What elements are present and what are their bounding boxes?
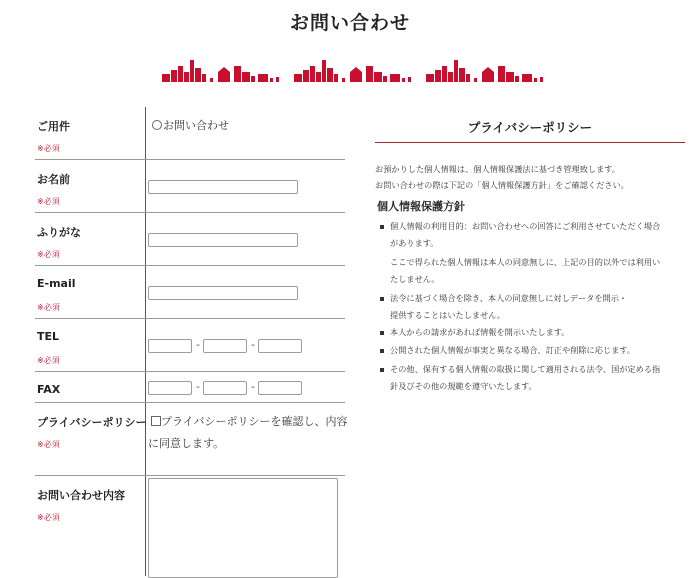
policy-item: 本人からの請求があれば情報を開示いたします。 [390, 327, 570, 337]
fax-separator: - [251, 380, 255, 393]
subject-radio-label[interactable]: お問い合わせ [163, 119, 229, 132]
field-label: ご用件 [37, 120, 70, 133]
privacy-agree-checkbox[interactable] [151, 416, 161, 426]
privacy-agree-label-cont[interactable]: に同意します。 [148, 437, 225, 450]
policy-item: 公開された個人情報が事実と異なる場合、訂正や削除に応じます。 [390, 345, 635, 355]
bullet-icon [380, 297, 384, 301]
privacy-intro: お問い合わせの際は下記の「個人情報保護方針」をご確認ください。 [375, 180, 629, 190]
message-textarea[interactable] [148, 478, 338, 578]
policy-item: 個人情報の利用目的：お問い合わせへの回答にご利用させていただく場合 [390, 221, 661, 231]
tel-input-1[interactable] [148, 339, 192, 353]
required-label: ※必須 [37, 513, 60, 522]
fax-input-1[interactable] [148, 381, 192, 395]
contact-form [35, 107, 348, 576]
email-input[interactable] [148, 286, 298, 300]
form-row-furigana [35, 213, 345, 266]
fax-separator: - [196, 380, 200, 393]
field-label: お問い合わせ内容 [37, 489, 125, 502]
privacy-heading: プライバシーポリシー [467, 120, 593, 135]
fax-input-3[interactable] [258, 381, 302, 395]
field-label: ふりがな [37, 226, 81, 239]
tel-input-3[interactable] [258, 339, 302, 353]
privacy-intro: お預かりした個人情報は、個人情報保護法に基づき管理致します。 [375, 164, 620, 174]
required-label: ※必須 [37, 197, 60, 206]
field-label: お名前 [37, 173, 70, 186]
form-row-fax [35, 372, 345, 403]
policy-item: 提供することはいたしません。 [390, 310, 506, 320]
policy-item: があります。 [390, 238, 439, 248]
required-label: ※必須 [37, 303, 60, 312]
form-row-tel [35, 319, 345, 372]
policy-title: 個人情報保護方針 [377, 200, 465, 213]
form-row-subject [35, 107, 345, 160]
field-label: プライバシーポリシー [37, 416, 147, 429]
policy-item: その他、保有する個人情報の取扱に関して適用される法令、国が定める指 [390, 364, 661, 374]
tel-separator: - [251, 338, 255, 351]
required-label: ※必須 [37, 250, 60, 259]
form-row-privacy [35, 403, 348, 476]
required-label: ※必須 [37, 440, 60, 449]
required-label: ※必須 [37, 144, 60, 153]
fax-input-2[interactable] [203, 381, 247, 395]
furigana-input[interactable] [148, 233, 298, 247]
field-label: TEL [37, 330, 60, 343]
policy-item: たしません。 [390, 274, 440, 284]
tel-input-2[interactable] [203, 339, 247, 353]
heading-divider [375, 142, 685, 143]
privacy-agree-label[interactable]: プライバシーポリシーを確認し、内容 [161, 415, 348, 428]
subject-radio[interactable] [152, 120, 162, 130]
page-title: お問い合わせ [289, 12, 410, 34]
field-label: E-mail [37, 277, 76, 290]
town-skyline-decoration [160, 52, 560, 84]
policy-item: 法令に基づく場合を除き、本人の同意無しに対しデータを開示・ [390, 293, 628, 303]
field-label: FAX [37, 383, 61, 396]
bullet-icon [380, 349, 384, 353]
policy-item: ここで得られた個人情報は本人の同意無しに、上記の目的以外では利用い [390, 257, 661, 267]
required-label: ※必須 [37, 356, 60, 365]
tel-separator: - [196, 338, 200, 351]
form-row-name [35, 160, 345, 213]
name-input[interactable] [148, 180, 298, 194]
policy-item: 針及びその他の規範を遵守いたします。 [390, 381, 537, 391]
bullet-icon [380, 368, 384, 372]
bullet-icon [380, 225, 384, 229]
form-row-email [35, 266, 345, 319]
bullet-icon [380, 331, 384, 335]
